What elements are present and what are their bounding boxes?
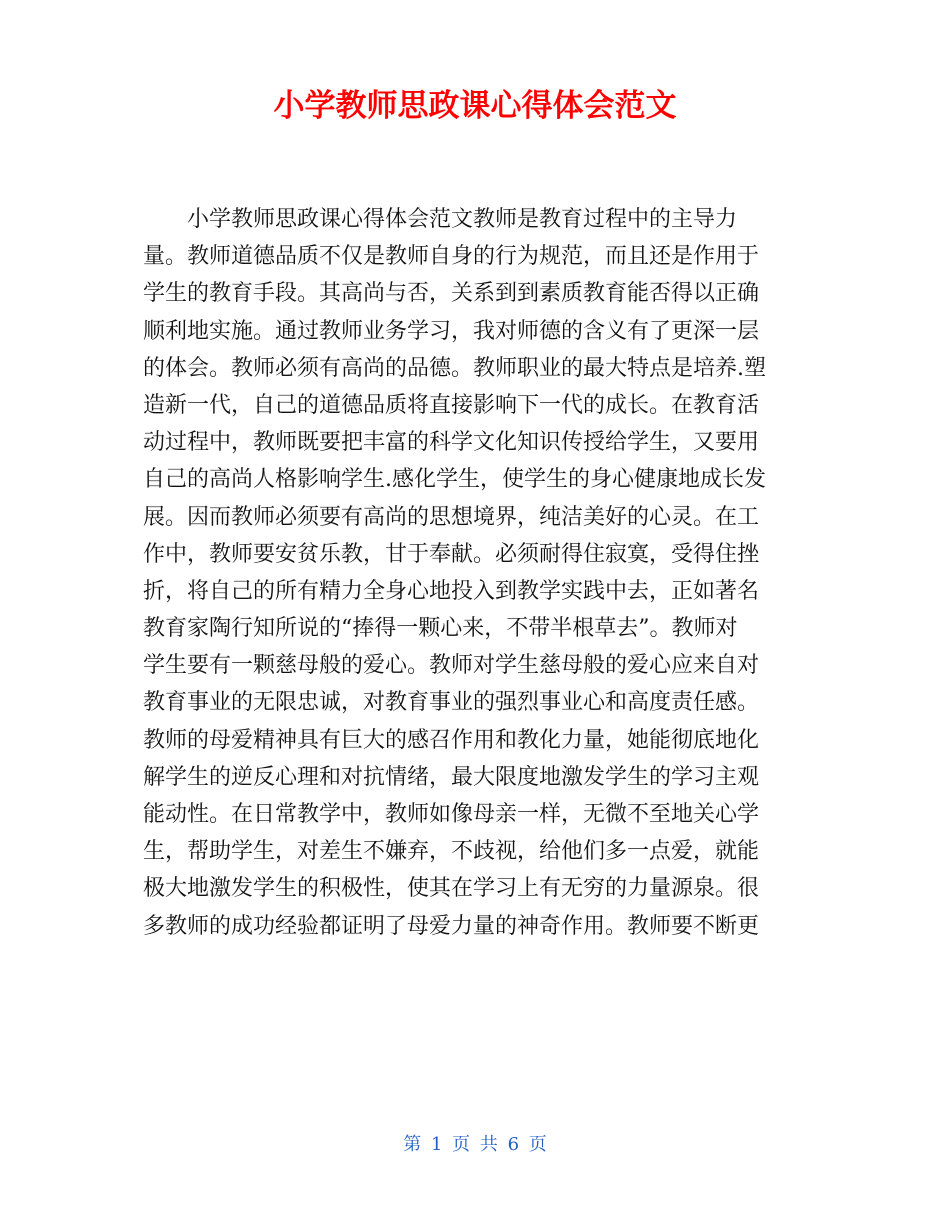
body-line: 教育事业的无限忠诚，对教育事业的强烈事业心和高度责任感。 bbox=[143, 690, 760, 716]
body-line: 小学教师思政课心得体会范文教师是教育过程中的主导力 bbox=[187, 207, 738, 232]
body-line: 作中，教师要安贫乐教，甘于奉献。必须耐得住寂寞，受得住挫 bbox=[143, 541, 760, 567]
body-line: 学生的教育手段。其高尚与否，关系到到素质教育能否得以正确 bbox=[143, 281, 760, 307]
document-title: 小学教师思政课心得体会范文 bbox=[273, 88, 677, 124]
body-line: 量。教师道德品质不仅是教师自身的行为规范，而且还是作用于 bbox=[143, 244, 760, 270]
body-line: 造新一代，自己的道德品质将直接影响下一代的成长。在教育活 bbox=[143, 392, 760, 418]
body-line: 折，将自己的所有精力全身心地投入到教学实践中去，正如著名 bbox=[143, 578, 760, 604]
body-line: 生，帮助学生，对差生不嫌弃，不歧视，给他们多一点爱，就能 bbox=[143, 839, 760, 865]
body-line: 动过程中，教师既要把丰富的科学文化知识传授给学生，又要用 bbox=[143, 430, 760, 456]
body-line: 多教师的成功经验都证明了母爱力量的神奇作用。教师要不断更 bbox=[143, 913, 760, 939]
document-body bbox=[143, 201, 807, 945]
body-line: 教育家陶行知所说的“捧得一颗心来，不带半根草去”。教师对 bbox=[143, 616, 738, 642]
page-number-footer: 第 1 页 共 6 页 bbox=[403, 1134, 547, 1155]
body-line: 自己的高尚人格影响学生.感化学生，使学生的身心健康地成长发 bbox=[143, 467, 766, 493]
body-line: 展。因而教师必须要有高尚的思想境界，纯洁美好的心灵。在工 bbox=[143, 504, 760, 530]
body-line: 解学生的逆反心理和对抗情绪，最大限度地激发学生的学习主观 bbox=[143, 764, 760, 790]
body-line: 能动性。在日常教学中，教师如像母亲一样，无微不至地关心学 bbox=[143, 802, 760, 827]
body-line: 极大地激发学生的积极性，使其在学习上有无穷的力量源泉。很 bbox=[143, 876, 760, 902]
body-line: 顺利地实施。通过教师业务学习，我对师德的含义有了更深一层 bbox=[143, 318, 760, 344]
body-line: 的体会。教师必须有高尚的品德。教师职业的最大特点是培养.塑 bbox=[143, 355, 766, 381]
body-line: 学生要有一颗慈母般的爱心。教师对学生慈母般的爱心应来自对 bbox=[143, 653, 760, 679]
body-line: 教师的母爱精神具有巨大的感召作用和教化力量，她能彻底地化 bbox=[143, 727, 760, 753]
